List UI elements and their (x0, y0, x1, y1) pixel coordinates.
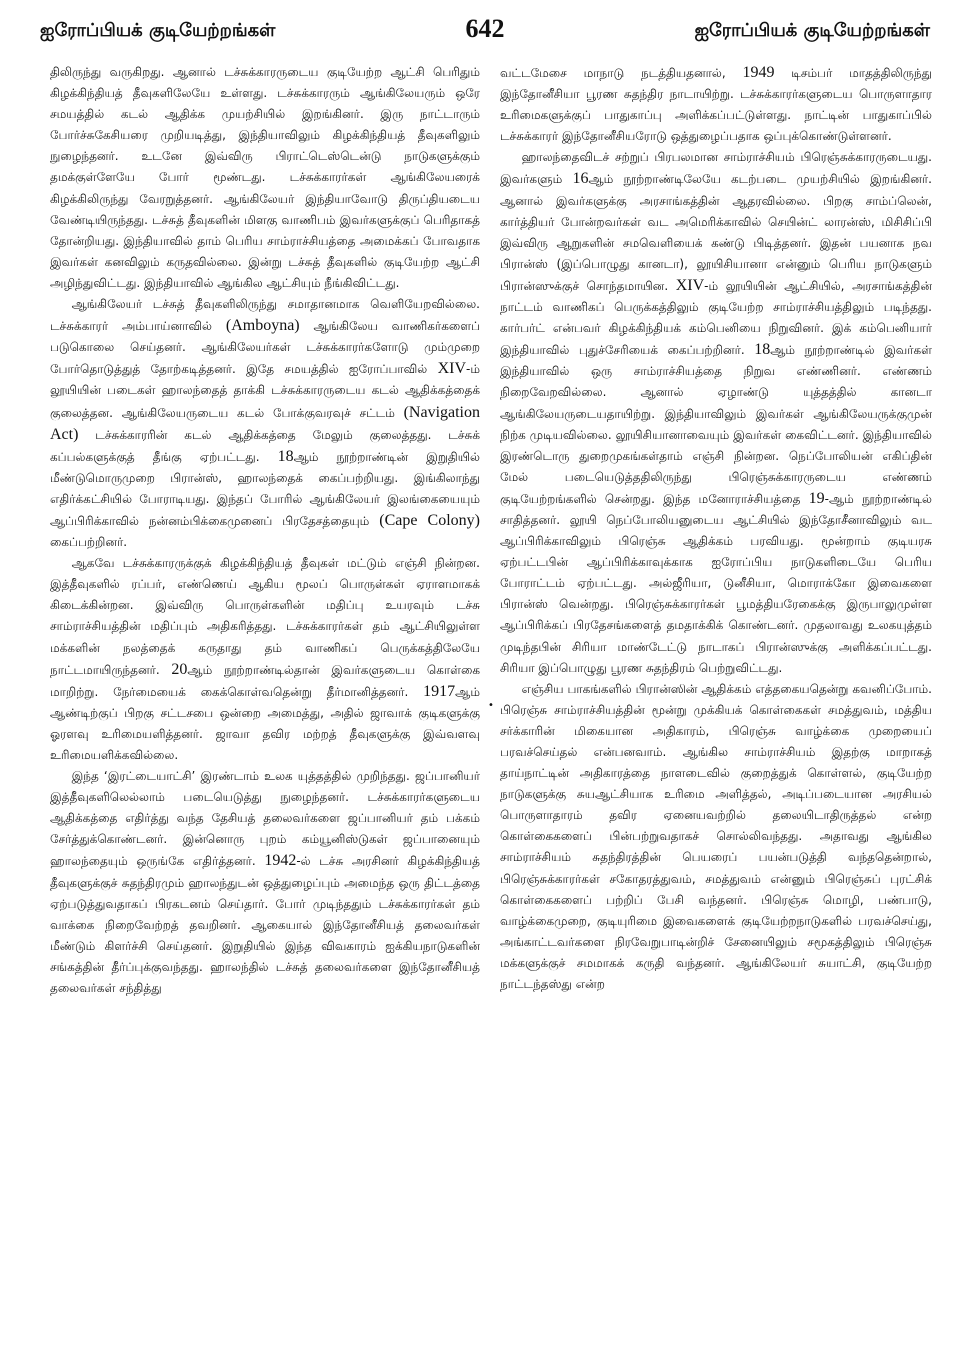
paragraph (50, 553, 480, 766)
text-run: -ல் டச்சு அரசினர் கிழக்கிந்தியத் தீவுகளுக்குச் சுதந்திரமும் ஹாலந்துடன் ஒத்துழைப்பும் அமைந்த ஒரு திட்டத்தை ஏற்படுத்துவதாகப் பிரகடனம் செய்தார். போர் முடிந்ததும் டச்சுக்காரர்கள் தம் வாக்கை நிறைவேற்றத் தவறினர். ஆகையால் இந்தோனீசியத் தலைவர்கள் மீண்டும் கிளர்ச்சி செய்தனர். இறுதியில் இந்த விவகாரம் ஐக்கியநாடுகளின் சங்கத்தின் தீர்ப்புக்குவந்தது. ஹாலந்தில் டச்சுத் தலைவர்களை இந்தோனீசியத் தலைவர்கள் சந்தித்து (50, 854, 480, 996)
page-number: 642 (465, 14, 505, 43)
text-run: ஆம் நூற்றாண்டில் இவர்கள் இந்தியாவில் ஒரு சாம்ராச்சியத்தை நிறுவ எண்ணினர். எண்ணம் நிறைவேறவில்லை. ஆனால் ஏழாண்டு யுத்தத்தில் கானடா ஆங்கிலேயருடையதாயிற்று. இந்தியாவிலும் இவர்கள் ஆங்கிலேயருக்குமுன் நிற்க முடியவில்லை. லூயிசியானாவையும் இவர்கள் கைவிட்டனர். இந்தியாவில் இரண்டொரு துறைமுகங்கள்தாம் எஞ்சி நின்றன. நெப்போலியன் எகிப்தின் மேல் படையெடுத்ததிலிருந்து பிரெஞ்சுக்காரருடைய எண்ணம் குடியேற்றங்களில் சென்றது. இந்த மனோராச்சியத்தை (500, 343, 932, 506)
running-title-left: ஐரோப்பியக் குடியேற்றங்கள் (40, 20, 276, 41)
text-run: -ம் லூயியின் ஆட்சியில், அரசாங்கத்தின் நாட்டம் வாணிகப் பெருக்கத்திலும் குடியேற்ற சாம்ராச்சியத்திலும் படிந்தது. கார்பர்ட் என்பவர் கிழக்கிந்தியக் கம்பெனியை நிறுவினர். இக் கம்பெனியார் இந்தியாவில் புதுச்சேரியைக் கைப்பற்றினர். (500, 278, 932, 358)
text-run: டச்சுக்காரரின் கடல் ஆதிக்கத்தை மேலும் குலைத்தது. டச்சுக் கப்பல்களுக்குத் தீங்கு ஏற்பட்டது. (50, 427, 480, 464)
paragraph (50, 766, 480, 999)
text-run: 16 (572, 170, 589, 188)
running-title-right: ஐரோப்பியக் குடியேற்றங்கள் (694, 20, 930, 41)
paragraph (50, 62, 480, 294)
text-run: ஆங்கிலேயர் டச்சுத் தீவுகளிலிருந்து சமாதானமாக வெளியேறவில்லை. டச்சுக்காரர் அம்பாய்னாவில் (50, 297, 480, 334)
text-run: ஆங்கிலேய வாணிகர்களைப் படுகொலை செய்தனர். ஆங்கிலேயர்கள் டச்சுக்காரர்களோடு மும்முறை போர்தொடுத்துத் தோற்கடித்தனர். இதே சமயத்தில் ஐரோப்பாவில் (50, 319, 480, 377)
text-run: (Cape Colony) (379, 511, 480, 529)
text-run: -ம் லூயியின் படைகள் ஹாலந்தைத் தாக்கி டச்சுக்காரருடைய கடல் ஆதிக்கத்தைக் குலைத்தன. ஆங்கிலேயருடைய கடல் போக்குவரவுச் சட்டம் (50, 362, 480, 420)
text-run: இந்த ‘இரட்டையாட்சி’ இரண்டாம் உலக யுத்தத்தில் முறிந்தது. ஜப்பானியர் இத்தீவுகளிலெல்லாம் படையெடுத்து நுழைந்தனர். டச்சுக்காரர்களுடைய ஆதிக்கத்தை எதிர்த்து வந்த தேசியத் தலைவர்களை ஜப்பானியர் தம் பக்கம் சேர்த்துக்கொண்டனர். இன்னொரு புறம் கம்யூனிஸ்டுகள் ஜப்பானையும் ஹாலந்தையும் ஒருங்கே எதிர்த்தனர். (50, 769, 480, 869)
text-run: (Navigation Act) (50, 403, 480, 443)
right-text-column (500, 62, 932, 1352)
left-text-column (50, 62, 480, 1352)
text-run: 1942 (264, 852, 297, 870)
text-run: 1917 (423, 682, 456, 700)
paragraph (500, 147, 932, 678)
text-run: 18 (277, 447, 294, 465)
page-header (40, 14, 930, 54)
text-run: ஆம் நூற்றாண்டில்தான் இவர்களுடைய கொள்கை மாறிற்று. நேர்மையைக் கைக்கொள்வதென்று தீர்மானித்தனர். (50, 662, 480, 699)
paragraph (50, 294, 480, 553)
text-run: -ஆம் நூற்றாண்டில் சாதித்தனர். லூயி நெப்போலியனுடைய ஆட்சியில் இந்தோசீனாவிலும் வட ஆப்பிரிக்காவிலும் பிரெஞ்சு ஆதிக்கம் பரவியது. மூன்றாம் குடியரசு ஏற்பட்டபின் ஆப்பிரிக்காவுக்காக ஐரோப்பிய நாடுகளிடையே பெரிய போராட்டம் ஏற்பட்டது. அல்ஜீரியா, டுனீசியா, மொராக்கோ இவைகளை பிரான்ஸ் வென்றது. பிரெஞ்சுக்காரர்கள் பூமத்தியரேகைக்கு இருபாலுமுள்ள ஆப்பிரிக்கப் பிரதேசங்களைத் தமதாக்கிக் கொண்டனர். முதலாவது உலகயுத்தம் முடிந்தபின் சிரியா மாண்டேட்டு நாடாகப் பிரான்ஸுக்கு அளிக்கப்பட்டது. சிரியா இப்பொழுது பூரண சுதந்திரம் பெற்றுவிட்டது. (500, 491, 932, 675)
paragraph (500, 62, 932, 147)
text-run: ஆம் நூற்றாண்டிலேயே கடற்படை முயற்சியில் இறங்கினர். ஆனால் இவர்களுக்கு அரசாங்கத்தின் ஆதரவில்லை. பிறகு சாம்ப்லென், கார்த்தியர் போன்றவர்கள் வட அமெரிக்காவில் செயின்ட் லாரன்ஸ், மிசிசிப்பி இவ்விரு ஆறுகளின் சமவெளியைக் கண்டு பிடித்தனர். இதன் பயனாக நவ பிரான்ஸ் (இப்பொழுது கானடா), லூயிசியானா என்னும் பெரிய நாடுகளும் பிரான்ஸுக்குச் சொந்தமாயின. (500, 172, 932, 293)
text-run: கைப்பற்றினர். (50, 535, 128, 550)
text-run: வட்டமேசை மாநாடு நடத்தியதனால், (500, 66, 743, 80)
text-run: ஆகவே டச்சுக்காரருக்குக் கிழக்கிந்தியத் தீவுகள் மட்டும் எஞ்சி நின்றன. இத்தீவுகளில் ரப்பர், எண்ணெய் ஆகிய மூலப் பொருள்கள் ஏராளமாகக் கிடைக்கின்றன. இவ்விரு பொருள்களின் மதிப்பு உயரவும் டச்சு சாம்ராச்சியத்தின் மதிப்பும் அதிகரித்தது. டச்சுக்காரர்கள் தம் ஆட்சியிலுள்ள மக்களின் நலத்தைக் கருதாது தம் வாணிகப் பெருக்கத்திலேயே நாட்டமாயிருந்தனர். (50, 556, 480, 677)
text-run: எஞ்சிய பாகங்களில் பிரான்ஸின் ஆதிக்கம் எத்தகையதென்று கவனிப்போம். பிரெஞ்சு சாம்ராச்சியத்தின் மூன்று முக்கியக் கொள்கைகள் சமத்துவம், மத்திய சர்க்காரின் மிகையான அதிகாரம், பிரெஞ்சு வாழ்க்கை முறையைப் பரவச்செய்தல் என்பனவாம். ஆங்கில சாம்ராச்சியம் இதற்கு மாறாகத் தாய்நாட்டின் அதிகாரத்தை நாளடைவில் குறைத்துக் கொள்ளல், குடியேற்ற நாடுகளுக்கு சுயஆட்சியாக உரிமை அளித்தல், அடிப்படையான அரசியல் பொருளாதாரம் தவிர ஏனையவற்றில் தலையிடாதிருத்தல் என்ற கொள்கைகளைப் பின்பற்றுவதாகச் சொல்லிவந்தது. அதாவது ஆங்கில சாம்ராச்சியம் சுதந்திரத்தின் பெயரைப் பயன்படுத்தி வந்ததென்றால், பிரெஞ்சுக்காரர்கள் சகோதரத்துவம், சமத்துவம் என்னும் பிரெஞ்சுப் புரட்சிக் கொள்கைகளைப் பற்றிப் பேசி வந்தனர். பிரெஞ்சு மொழி, பண்பாடு, வாழ்க்கைமுறை, குடியுரிமை இவைகளைக் குடியேற்றநாடுகளில் பரவச்செய்து, அங்காட்டவர்களை நிரவேறுபாடின்றிச் சேனையிலும் சமூகத்திலும் பிரெஞ்சு மக்களுக்குச் சமமாகக் கருதி வந்தனர். ஆங்கிலேயர் சுயாட்சி, குடியேற்ற நாட்டந்தஸ்து என்ற (500, 681, 932, 992)
text-run: (Amboyna) (225, 317, 300, 335)
text-run: 19 (808, 489, 825, 507)
text-run: ஹாலந்தைவிடச் சற்றுப் பிரபலமான சாம்ராச்சியம் பிரெஞ்சுக்காரருடையது. இவர்களும் (500, 150, 932, 187)
paragraph (500, 679, 932, 995)
text-run: XIV (675, 276, 705, 294)
text-run: 1949 (742, 64, 775, 81)
text-run: 20 (171, 660, 188, 678)
text-run: 18 (754, 341, 771, 359)
text-run: டிசம்பர் மாதத்திலிருந்து இந்தோனீசியா பூரண சுதந்திர நாடாயிற்று. டச்சுக்காரர்களுடைய பொருளாதார உரிமைகளுக்குப் பாதுகாப்பு அளிக்கப்பட்டுள்ளது. நாட்டின் பாதுகாப்பில் டச்சுக்காரர் இந்தோனீசியரோடு ஒத்துழைப்பதாக ஒப்புக்கொண்டுள்ளனர். (500, 66, 932, 144)
margin-mark: • (488, 700, 494, 711)
text-run: ஆம் நூற்றாண்டின் இறுதியில் மீண்டுமொருமுறை பிரான்ஸ், ஹாலந்தைக் கைப்பற்றியது. இங்கிலாந்து எதிர்க்கட்சியில் போராடியது. இந்தப் போரில் ஆங்கிலேயர் இலங்கையையும் ஆப்பிரிக்காவில் நன்னம்பிக்கைமுனைப் பிரதேசத்தையும் (50, 449, 480, 528)
text-run: ஆம் ஆண்டிற்குப் பிறகு சட்டசபை ஒன்றை அமைத்து, அதில் ஜாவாக் குடிகளுக்கு ஓரளவு உரிமையளித்தனர். ஜாவா தவிர மற்றத் தீவுகளுக்கு இவ்வளவு உரிமையளிக்கவில்லை. (50, 684, 480, 762)
text-run: XIV (437, 360, 466, 378)
text-run: திலிருந்து வருகிறது. ஆனால் டச்சுக்காரருடைய குடியேற்ற ஆட்சி பெரிதும் கிழக்கிந்தியத் தீவுகளிலேயே உள்ளது. டச்சுக்காரரும் ஆங்கிலேயரும் ஒரே சமயத்தில் கடல் ஆதிக்க முயற்சியில் இறங்கினர். இரு நாட்டாரும் போர்ச்சுகேசியரை முறியடித்து, இந்தியாவிலும் கிழக்கிந்தியத் தீவுகளிலும் நுழைந்தனர். உடனே இவ்விரு பிராட்டெஸ்டென்டு நாடுகளுக்கும் தமக்குள்ளேயே போர் மூண்டது. டச்சுக்காரர்கள் ஆங்கிலேயரைக் கிழக்கிலிருந்து வேரறுத்தனர். ஆங்கிலேயர் இந்தியாவோடு திருப்தியடைய வேண்டியிருந்தது. டச்சுத் தீவுகளின் மிளகு வாணிபம் இவர்களுக்குப் பெரிதாகத் தோன்றியது. இந்தியாவில் தாம் பெரிய சாம்ராச்சியத்தை அமைக்கப் போவதாக இவர்கள் கனவிலும் கருதவில்லை. இன்று டச்சுத் தீவுகளில் குடியேற்ற ஆட்சி அழிந்துவிட்டது. இந்தியாவில் ஆங்கில ஆட்சியும் நீங்கிவிட்டது. (50, 65, 480, 290)
